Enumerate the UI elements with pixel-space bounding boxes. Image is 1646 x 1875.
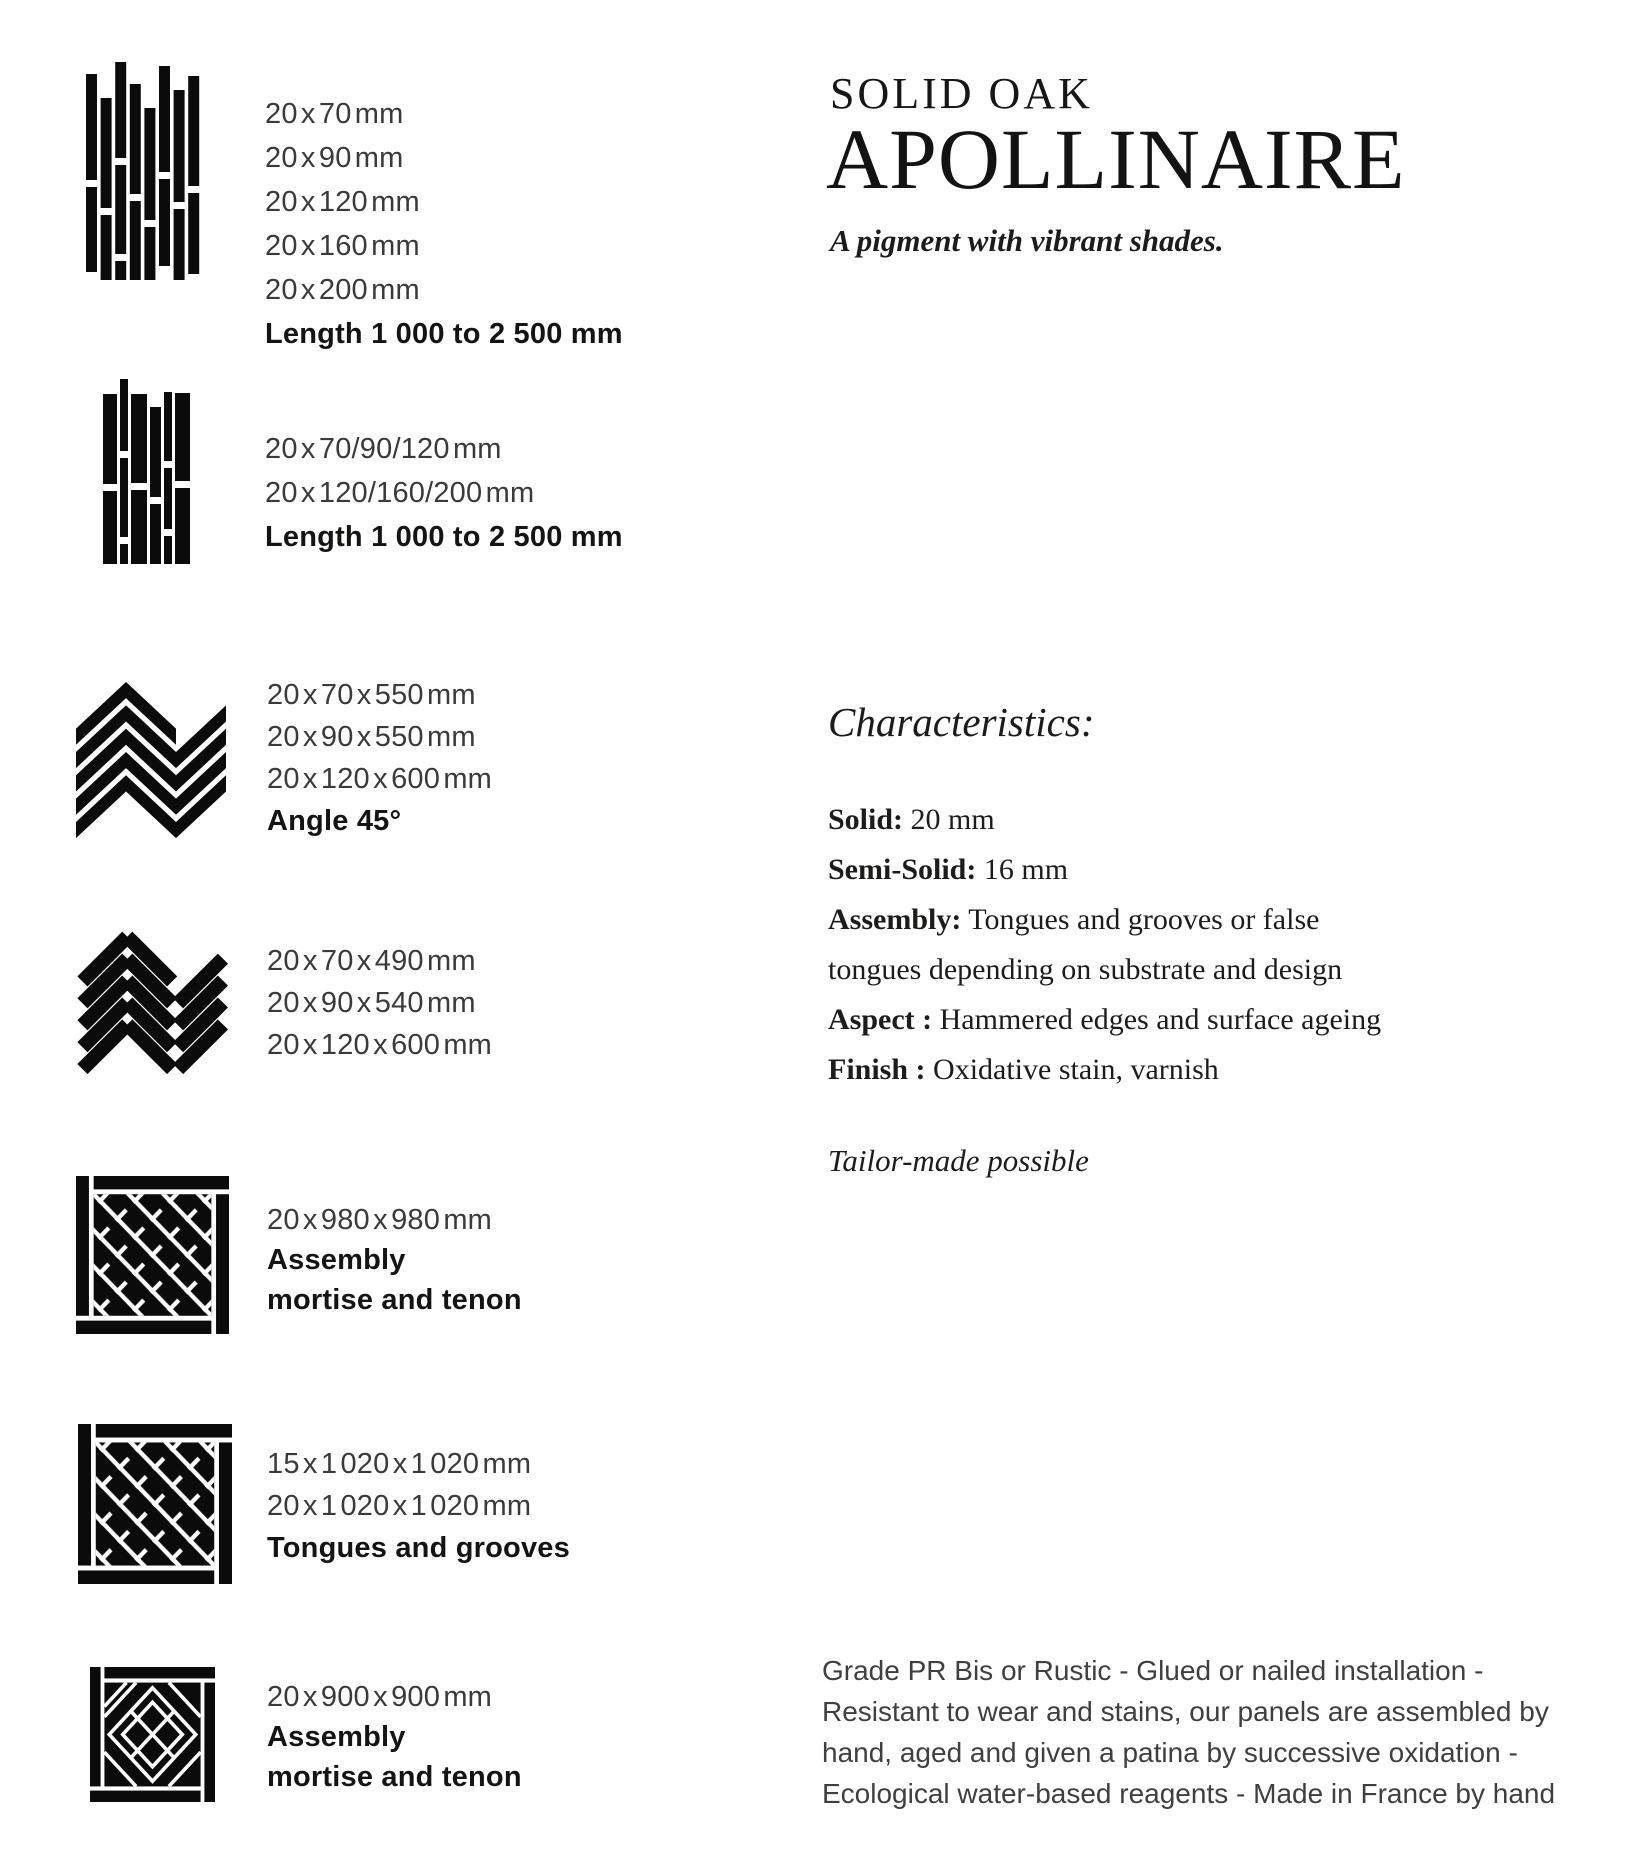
footer-line: Ecological water-based reagents - Made in France by hand [822,1778,1556,1809]
dimension-line: 20 x 70 mm [265,98,404,130]
dimension-line: 20 x 200 mm [265,274,420,306]
characteristic-label: Assembly: [828,903,962,936]
tagline: A pigment with vibrant shades. [830,223,1224,258]
characteristic-line [828,845,1381,895]
product-spec-1 [265,92,623,356]
chevron-pattern-icon [76,682,226,839]
collection-name: SOLID OAK [830,69,1093,118]
vertical-planks-uniform-icon [86,62,200,280]
weave-panel-icon [78,1424,232,1584]
characteristic-label: Solid: [828,803,904,836]
dimension-line: 15 x 1 020 x 1 020 mm [267,1448,532,1480]
spec-note: Length 1 000 to 2 500 mm [265,521,623,553]
dimension-line: 20 x 120 mm [265,186,420,218]
herringbone-pattern-icon [74,930,228,1075]
dimension-line: 20 x 70/90/120 mm [265,433,502,465]
characteristic-label: Finish : [828,1053,926,1086]
spec-note: Angle 45° [267,805,402,837]
spec-note: mortise and tenon [267,1761,522,1793]
footer-line: Grade PR Bis or Rustic - Glued or nailed installation - [822,1655,1484,1686]
dimension-line: 20 x 90 x 550 mm [267,721,476,753]
characteristic-line [828,995,1381,1045]
footer-line: Resistant to wear and stains, our panels are assembled by [822,1696,1549,1727]
product-spec-7 [267,1677,522,1797]
product-spec-5 [267,1200,522,1320]
spec-note: Length 1 000 to 2 500 mm [265,318,623,350]
product-spec-4 [267,940,492,1066]
spec-note: Tongues and grooves [267,1532,570,1564]
dimension-line: 20 x 90 mm [265,142,404,174]
dimension-line: 20 x 160 mm [265,230,420,262]
dimension-line: 20 x 120/160/200 mm [265,477,535,509]
characteristic-line [828,945,1381,995]
characteristic-label: Aspect : [828,1003,933,1036]
characteristic-value: Hammered edges and surface ageing [932,1003,1382,1036]
characteristic-value: 16 mm [976,853,1069,886]
spec-note: Assembly [267,1244,406,1276]
tailor-made-note: Tailor-made possible [828,1143,1089,1178]
product-spec-6 [267,1443,570,1569]
characteristic-value: 20 mm [903,803,995,836]
vertical-planks-mixed-icon [103,379,195,564]
weave-panel-icon [76,1176,229,1334]
characteristic-value: Tongues and grooves or false [961,903,1320,936]
characteristic-line [828,895,1381,945]
characteristics-list [828,795,1381,1095]
page-title: APOLLINAIRE [826,111,1406,207]
product-spec-3 [267,674,492,842]
dimension-line: 20 x 70 x 550 mm [267,679,476,711]
dimension-line: 20 x 900 x 900 mm [267,1681,493,1713]
characteristic-value: tongues depending on substrate and design [828,953,1343,986]
characteristic-line [828,1045,1381,1095]
dimension-line: 20 x 90 x 540 mm [267,987,476,1019]
dimension-line: 20 x 120 x 600 mm [267,1029,493,1061]
footer-paragraph [822,1650,1555,1814]
dimension-line: 20 x 980 x 980 mm [267,1204,493,1236]
dimension-line: 20 x 120 x 600 mm [267,763,493,795]
diamond-panel-icon [90,1667,215,1802]
characteristic-label: Semi-Solid: [828,853,977,886]
dimension-line: 20 x 1 020 x 1 020 mm [267,1490,532,1522]
characteristics-heading: Characteristics: [828,699,1095,745]
spec-note: Assembly [267,1721,406,1753]
product-spec-2 [265,427,623,559]
dimension-line: 20 x 70 x 490 mm [267,945,476,977]
characteristic-value: Oxidative stain, varnish [925,1053,1219,1086]
spec-note: mortise and tenon [267,1284,522,1316]
characteristic-line [828,795,1381,845]
footer-line: hand, aged and given a patina by successive oxidation - [822,1737,1518,1768]
